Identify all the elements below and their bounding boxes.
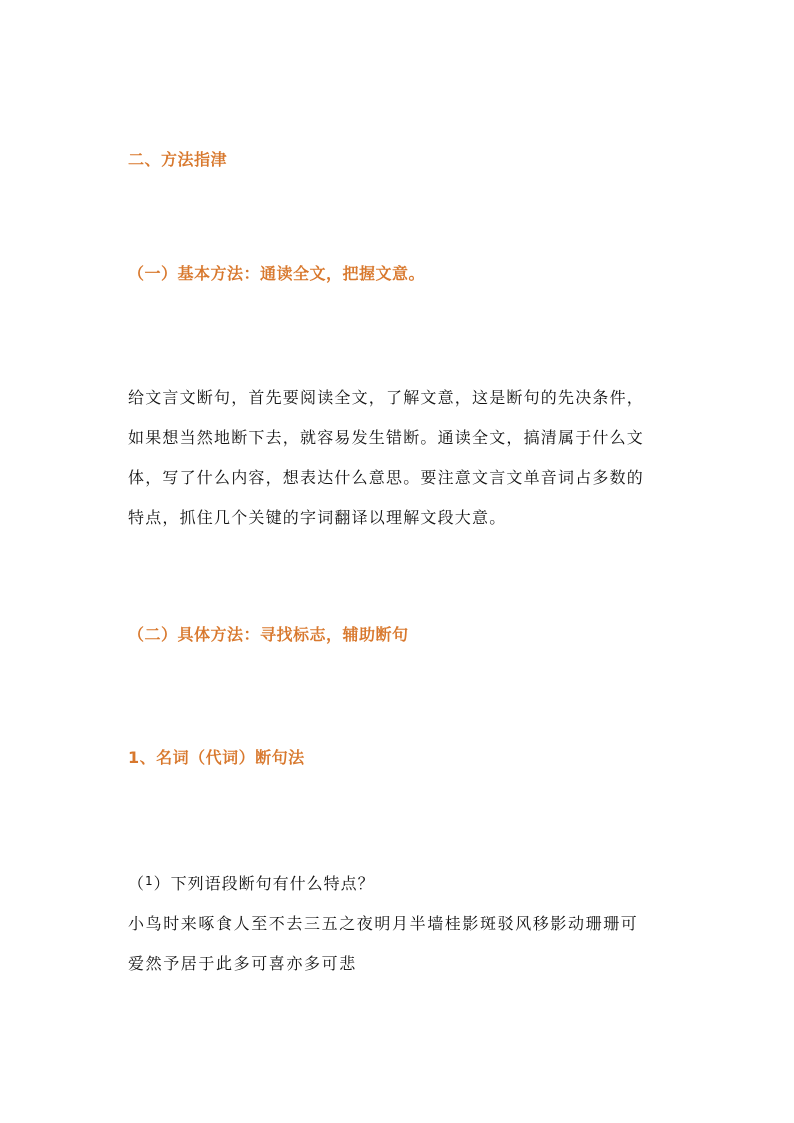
section-heading: 二、方法指津 [128,150,228,169]
paragraph-basic-method [128,387,688,547]
method-heading-noun: 1、名词（代词）断句法 [128,748,305,767]
subheading-specific-method: （二）具体方法：寻找标志，辅助断句 [128,625,409,644]
question-open-paren: （ [128,874,146,893]
paragraph-line: 小鸟时来啄食人至不去三五之夜明月半墙桂影斑驳风移影动珊珊可 [128,914,639,933]
paragraph-line: 特点，抓住几个关键的字词翻译以理解文段大意。 [128,508,507,527]
subheading-basic-method: （一）基本方法：通读全文，把握文意。 [128,264,426,283]
question-number: 1 [145,874,154,888]
paragraph-exercise [128,913,688,993]
paragraph-line: 爱然予居于此多可喜亦多可悲 [128,954,357,973]
paragraph-line: 给文言文断句，首先要阅读全文，了解文意，这是断句的先决条件， [128,388,645,407]
question-label [128,871,375,894]
paragraph-line: 如果想当然地断下去，就容易发生错断。通读全文，搞清属于什么文 [128,428,645,447]
question-text: ）下列语段断句有什么特点？ [153,874,375,893]
paragraph-line: 体，写了什么内容，想表达什么意思。要注意文言文单音词占多数的 [128,468,645,487]
